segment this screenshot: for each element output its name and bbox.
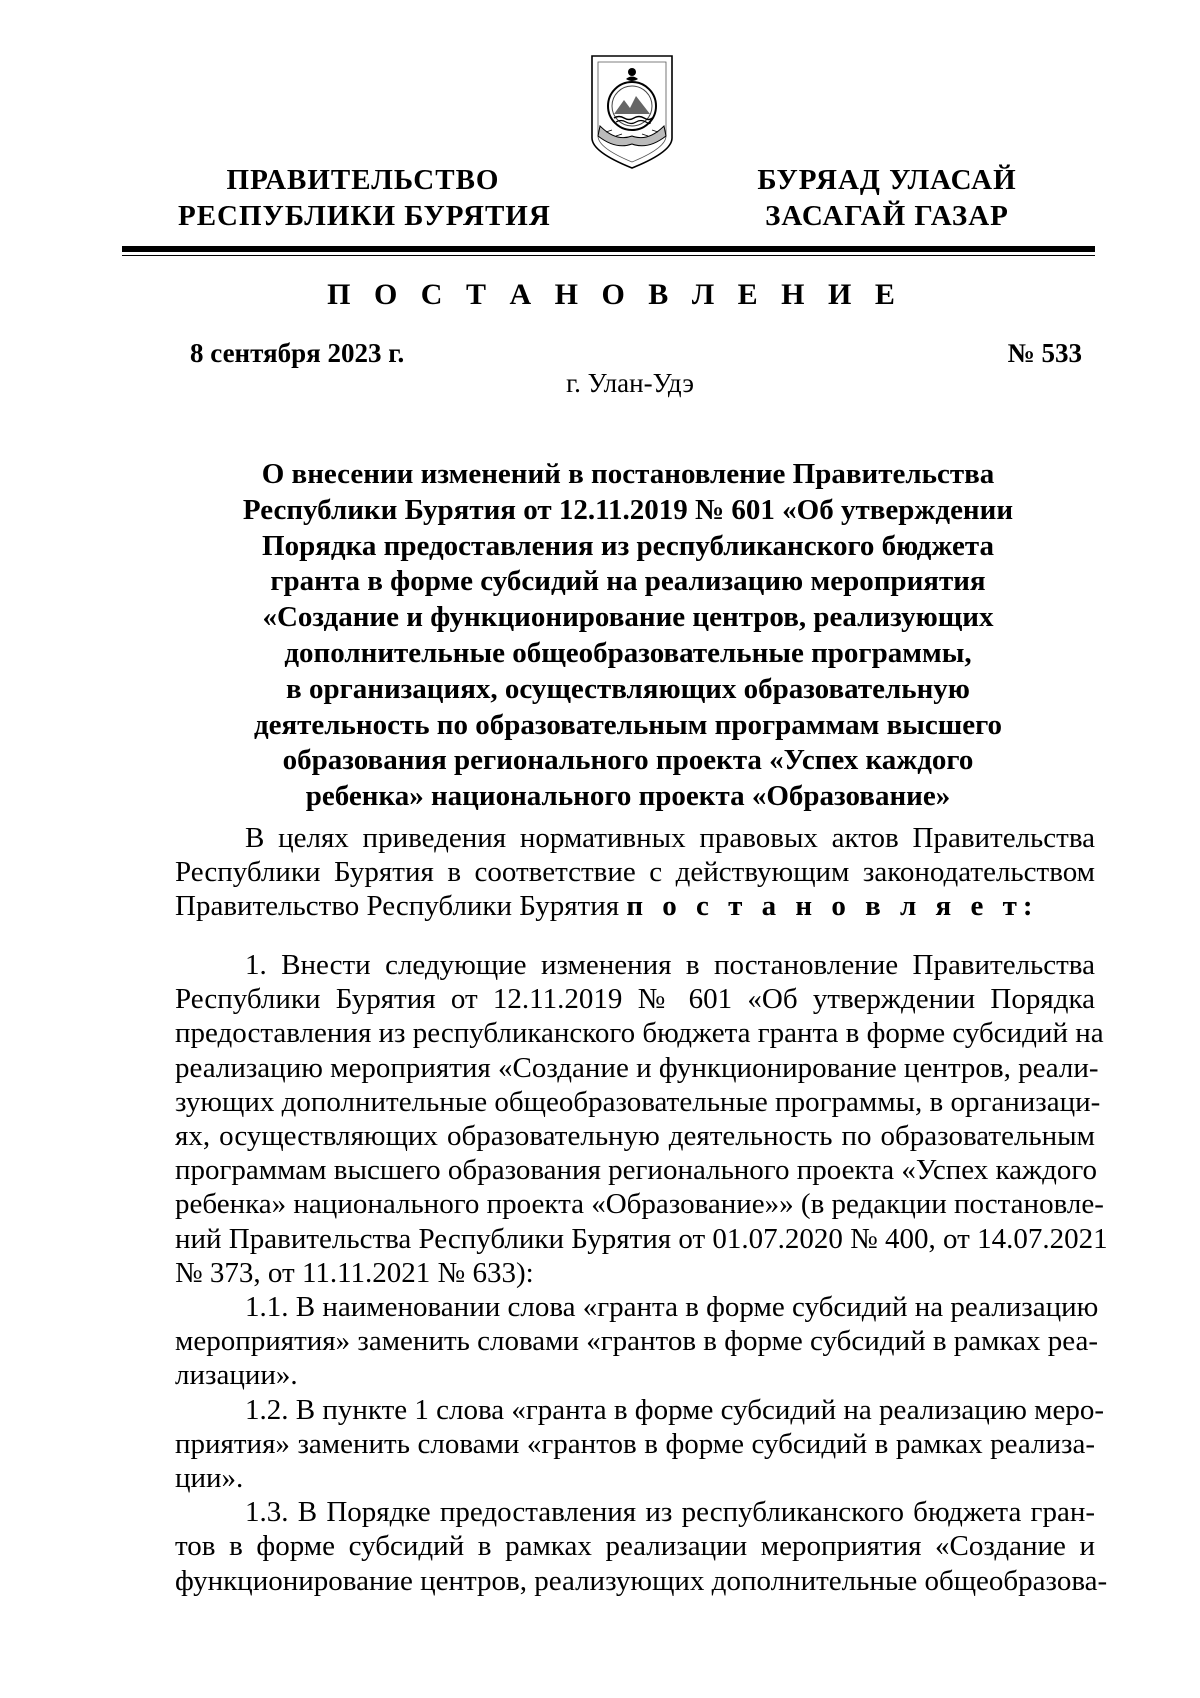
body-line: 1.1. В наименовании слова «гранта в форме субсидий на реализацию	[245, 1291, 1099, 1324]
header-left-line2: РЕСПУБЛИКИ БУРЯТИЯ	[178, 200, 551, 232]
document-city: г. Улан-Удэ	[566, 368, 694, 398]
body-paragraphs	[175, 948, 1108, 1598]
title-line: Республики Бурятия от 12.11.2019 № 601 «Об утверждении	[242, 493, 1014, 526]
body-line: лизации».	[175, 1359, 298, 1392]
body-line: функционирование центров, реализующих дополнительные общеобразова-	[175, 1564, 1108, 1597]
title-line: «Создание и функционирование центров, реализующих	[262, 601, 994, 634]
preamble-line	[175, 889, 1095, 923]
body-line: ний Правительства Республики Бурятия от 01.07.2020 № 400, от 14.07.2021	[175, 1222, 1108, 1255]
title-line: ребенка» национального проекта «Образование»	[305, 780, 951, 813]
preamble	[175, 821, 1095, 924]
body-line: тов в форме субсидий в рамках реализации мероприятия «Создание и	[175, 1530, 1095, 1563]
body-line: 1.3. В Порядке предоставления из республиканского бюджета гран-	[245, 1496, 1095, 1529]
preamble-line: Республики Бурятия в соответствие с действующим законодательством	[175, 856, 1095, 889]
body-line: ях, осуществляющих образовательную деятельность по образовательным	[175, 1120, 1095, 1153]
body-line: 1. Внести следующие изменения в постановление Правительства	[245, 949, 1095, 981]
preamble-emphasis: п о с т а н о в л я е т:	[626, 890, 1039, 923]
body-line: ребенка» национального проекта «Образование»» (в редакции постановле-	[175, 1188, 1104, 1221]
body-line: мероприятия» заменить словами «грантов в форме субсидий в рамках реа-	[175, 1325, 1099, 1358]
body-line: приятия» заменить словами «грантов в форме субсидий в рамках реализа-	[175, 1427, 1095, 1460]
body-line: предоставления из республиканского бюджета гранта в форме субсидий на	[175, 1017, 1104, 1050]
title-line: Порядка предоставления из республиканского бюджета	[262, 529, 994, 562]
header-left-line1: ПРАВИТЕЛЬСТВО	[226, 164, 500, 196]
title-line: образования регионального проекта «Успех каждого	[282, 744, 974, 777]
preamble-line-start: Правительство Республики Бурятия	[175, 890, 627, 923]
body-line: программам высшего образования регионального проекта «Успех каждого	[175, 1154, 1097, 1187]
body-line: ции».	[175, 1462, 244, 1495]
title-line: деятельность по образовательным программам высшего	[253, 708, 1003, 741]
document-type: П О С Т А Н О В Л Е Н И Е	[327, 278, 903, 311]
title-line: дополнительные общеобразовательные программы,	[284, 636, 972, 669]
document-number: № 533	[1007, 338, 1082, 368]
preamble-line: В целях приведения нормативных правовых актов Правительства	[245, 822, 1095, 854]
body-line: 1.2. В пункте 1 слова «гранта в форме субсидий на реализацию меро-	[245, 1393, 1105, 1426]
header-right-line2: ЗАСАГАЙ ГАЗАР	[765, 200, 1009, 232]
title-line: гранта в форме субсидий на реализацию мероприятия	[270, 565, 986, 598]
header-divider-thin	[122, 255, 1095, 256]
title-line: О внесении изменений в постановление Правительства	[261, 458, 995, 490]
header-divider	[122, 246, 1095, 252]
body-line: зующих дополнительные общеобразовательные программы, в организаци-	[175, 1085, 1101, 1118]
coat-of-arms-icon	[586, 52, 678, 172]
header-left	[178, 162, 551, 234]
body-line: Республики Бурятия от 12.11.2019 № 601 «Об утверждении Порядка	[175, 983, 1095, 1016]
document-date: 8 сентября 2023 г.	[190, 338, 405, 368]
header-right	[752, 162, 1022, 234]
body-line: реализацию мероприятия «Создание и функционирование центров, реали-	[175, 1051, 1099, 1084]
document-title	[172, 457, 1084, 815]
title-line: в организациях, осуществляющих образовательную	[286, 672, 970, 705]
header-right-line1: БУРЯАД УЛАСАЙ	[757, 164, 1017, 196]
body-line: № 373, от 11.11.2021 № 633):	[175, 1256, 534, 1289]
